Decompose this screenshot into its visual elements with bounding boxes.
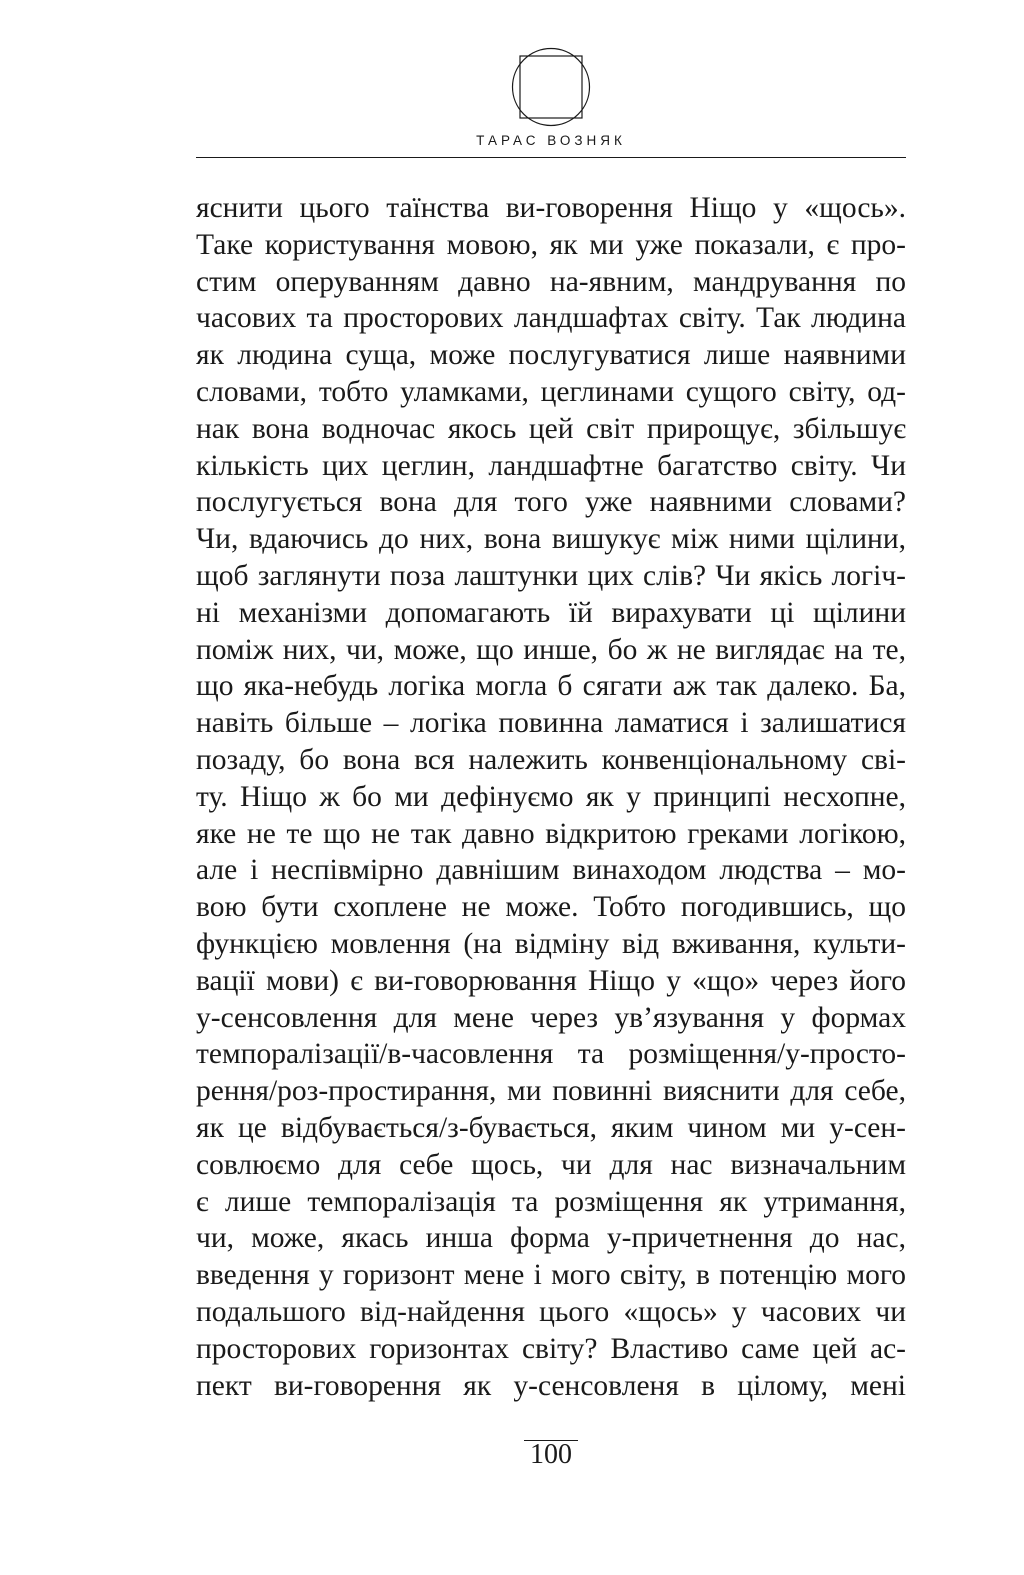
text-line: яке не те що не так давно відкритою греками логікою, [196,817,906,850]
text-line: ту. Ніщо ж бо ми дефінуємо як у принципі несхопне, [196,780,906,813]
text-line: як це відбувається/з-бувається, яким чином ми у-сен- [196,1111,906,1144]
text-line: щоб заглянути поза лаштунки цих слів? Чи якісь логіч- [196,559,906,592]
text-line: просторових горизонтах світу? Властиво саме цей ас- [196,1332,906,1365]
text-line: послугується вона для того уже наявними словами? [196,486,906,519]
header-rule [196,157,906,158]
text-line: совлюємо для себе щось, чи для нас визначальним [196,1148,906,1181]
text-line: пект ви-говорення як у-сенсовленя в цілому, мені [196,1369,906,1402]
text-line: часових та просторових ландшафтах світу. Так людина [196,302,906,335]
text-line: нак вона водночас якось цей світ прирощує, збільшує [196,412,906,445]
text-line: рення/роз-простирання, ми повинні вияснити для себе, [196,1075,906,1108]
text-line: кількість цих цеглин, ландшафтне багатство світу. Чи [196,449,906,482]
text-line: вою бути схоплене не може. Тобто погодившись, що [196,891,906,924]
text-line: стим оперуванням давно на-явним, мандрування по [196,265,906,298]
page-number: 100 [530,1439,572,1470]
body-text [196,190,906,1404]
text-line: чи, може, якась инша форма у-причетнення до нас, [196,1222,906,1255]
text-line: у-сенсовлення для мене через ув’язування у формах [196,1001,906,1034]
text-line: яснити цього таїнства ви-говорення Ніщо у «щось». [196,192,906,224]
text-line: як людина суща, може послугуватися лише наявними [196,339,906,372]
running-head: ТАРАС ВОЗНЯК [476,133,626,148]
text-line: вації мови) є ви-говорювання Ніщо у «що» через його [196,964,906,997]
text-line: ні механізми допомагають їй вирахувати ці щілини [196,596,906,629]
text-line: Таке користування мовою, як ми уже показали, є про- [196,228,906,261]
text-line: поміж них, чи, може, що инше, бо ж не виглядає на те, [196,633,906,666]
text-line: навіть більше – логіка повинна ламатися і залишатися [196,707,906,740]
circle-square-emblem-icon [510,47,592,127]
text-line: є лише темпоралізація та розміщення як утримання, [196,1185,906,1218]
text-line: Чи, вдаючись до них, вона вишукує між ними щілини, [196,523,906,556]
text-line: словами, тобто уламками, цеглинами сущого світу, од- [196,375,906,408]
text-line: позаду, бо вона вся належить конвенціональному сві- [196,743,906,776]
text-line: що яка-небудь логіка могла б сягати аж так далеко. Ба, [196,670,906,703]
text-line: введення у горизонт мене і мого світу, в потенцію мого [196,1259,906,1292]
text-line: але і неспівмірно давнішим винаходом людства – мо- [196,854,906,887]
text-line: темпоралізації/в-часовлення та розміщення/у-просто- [196,1038,906,1071]
text-line: подальшого від-найдення цього «щось» у часових чи [196,1295,906,1328]
text-line: функцією мовлення (на відміну від вживання, культи- [196,927,906,960]
